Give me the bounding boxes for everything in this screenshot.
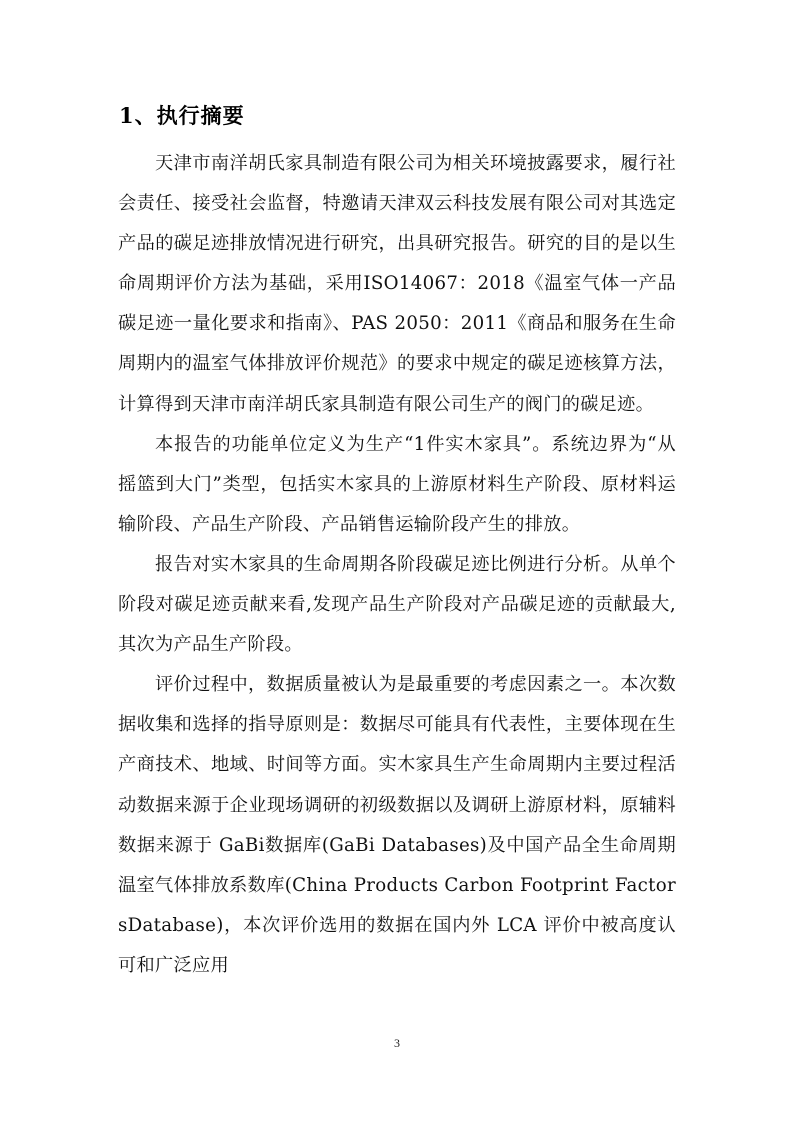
paragraph-functional-unit: 本报告的功能单位定义为生产“1件实木家具”。系统边界为“从摇篮到大门”类型，包括实木家具的上游原材料生产阶段、原材料运输阶段、产品生产阶段、产品销售运输阶段产生的排放。 — [118, 433, 676, 535]
page-number: 3 — [394, 1036, 400, 1050]
paragraph-purpose: 天津市南洋胡氏家具制造有限公司为相关环境披露要求，履行社会责任、接受社会监督，特邀请天津双云科技发展有限公司对其选定产品的碳足迹排放情况进行研究，出具研究报告。研究的目的是以生命周期评价方法为基础，采用ISO14067：2018《温室气体一产品碳足迹一量化要求和指南》、PAS 2050：2011《商品和服务在生命周期内的温室气体排放评价规范》的要求中规定的碳足迹核算方法，计算得到天津市南洋胡氏家具制造有限公司生产的阀门的碳足迹。 — [118, 153, 676, 415]
section-heading: 1、执行摘要 — [119, 103, 245, 128]
body-text — [118, 144, 676, 986]
paragraph-stage-analysis: 报告对实木家具的生命周期各阶段碳足迹比例进行分析。从单个阶段对碳足迹贡献来看,发现产品生产阶段对产品碳足迹的贡献最大,其次为产品生产阶段。 — [118, 553, 676, 656]
paragraph-data-quality: 评价过程中，数据质量被认为是最重要的考虑因素之一。本次数据收集和选择的指导原则是：数据尽可能具有代表性，主要体现在生产商技术、地域、时间等方面。实木家具生产生命周期内主要过程活动数据来源于企业现场调研的初级数据以及调研上游原材料，原辅料数据来源于 GaBi数据库(GaBi Databases)及中国产品全生命周期温室气体排放系数库(China Products Carbon Footprint FactorsDatabase)，本次评价选用的数据在国内外 LCA 评价中被高度认可和广泛应用 — [118, 674, 676, 976]
